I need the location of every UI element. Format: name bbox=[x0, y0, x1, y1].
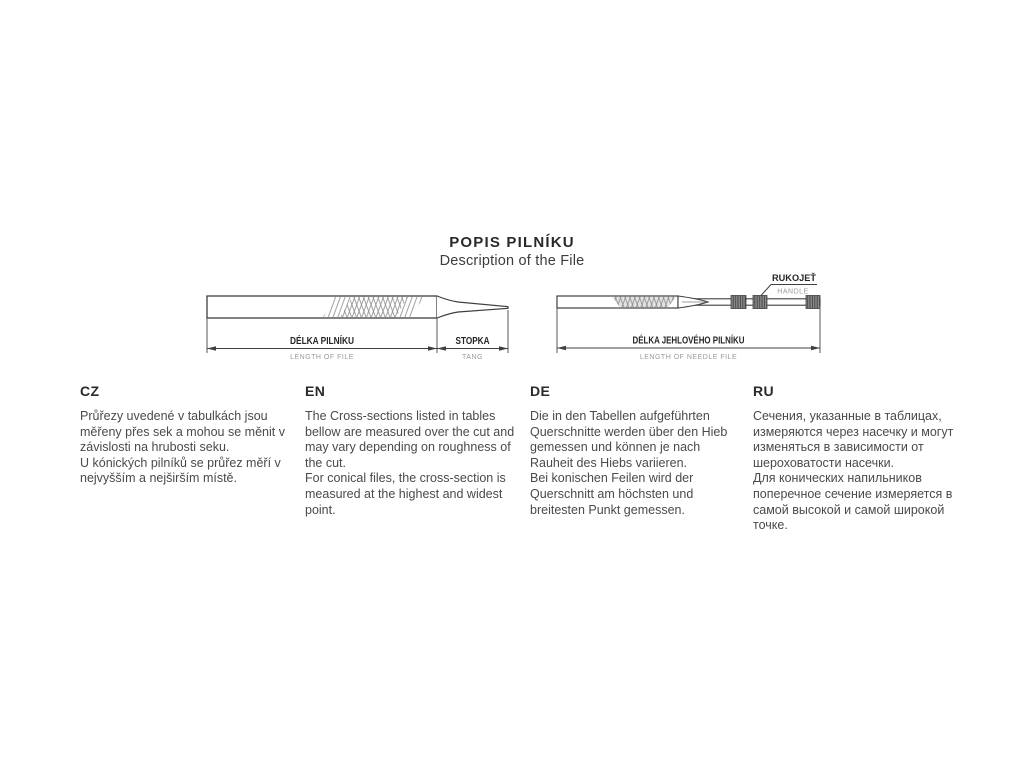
tang-sublabel: TANG bbox=[462, 354, 483, 361]
lang-code-cz: CZ bbox=[80, 383, 100, 399]
lang-code-de: DE bbox=[530, 383, 551, 399]
cut-cross-hatching bbox=[612, 297, 676, 307]
lang-paragraph: For conical files, the cross-section is measured at the highest and widest point. bbox=[305, 471, 506, 517]
page-subtitle: Description of the File bbox=[439, 253, 585, 269]
lang-column-cz bbox=[80, 383, 292, 487]
lang-paragraph: U kónických pilníků se průřez měří v nejvyšším a nejširším místě. bbox=[80, 455, 281, 486]
length-of-file-label: DÉLKA PILNÍKU bbox=[290, 335, 371, 347]
lang-paragraph: Сечения, указанные в таблицах, измеряются через насечку и могут изменяться в зависимости от шероховатости насечки. bbox=[753, 409, 954, 470]
handle-leader-line bbox=[761, 285, 771, 296]
handle-label: RUKOJEŤ bbox=[772, 273, 816, 283]
lang-column-ru bbox=[753, 383, 971, 534]
lang-paragraph: The Cross-sections listed in tables bellow are measured over the cut and may vary depending on roughness of the cut. bbox=[305, 409, 515, 470]
page-title: POPIS PILNÍKU bbox=[449, 234, 575, 251]
length-of-file-sublabel: LENGTH OF FILE bbox=[290, 354, 354, 361]
tang-label: STOPKA bbox=[455, 335, 490, 347]
lang-column-de bbox=[530, 383, 742, 518]
lang-paragraph: Průřezy uvedené v tabulkách jsou měřeny přes sek a mohou se měnit v závislosti na hrubosti seku. bbox=[80, 409, 285, 455]
length-of-needle-file-label: DÉLKA JEHLOVÉHO PILNÍKU bbox=[632, 334, 781, 347]
lang-paragraph: Bei konischen Feilen wird der Querschnitt am höchsten und breitesten Punkt gemessen. bbox=[530, 471, 694, 517]
length-of-needle-file-sublabel: LENGTH OF NEEDLE FILE bbox=[639, 354, 738, 361]
lang-column-en bbox=[305, 383, 515, 518]
lang-code-en: EN bbox=[305, 383, 326, 399]
needle-file-diagram bbox=[550, 265, 830, 365]
flat-file-diagram bbox=[200, 285, 520, 365]
file-tang bbox=[437, 296, 508, 318]
handle-sublabel: HANDLE bbox=[777, 288, 809, 296]
lang-code-ru: RU bbox=[753, 383, 775, 399]
lang-paragraph: Для конических напильников поперечное сечение измеряется в самой высокой и самой широкой точке. bbox=[753, 471, 953, 533]
cut-cross-hatching bbox=[340, 297, 408, 317]
lang-paragraph: Die in den Tabellen aufgeführten Querschnitte werden über den Hieb gemessen und können je nach Rauheit des Hiebs variieren. bbox=[530, 409, 728, 470]
